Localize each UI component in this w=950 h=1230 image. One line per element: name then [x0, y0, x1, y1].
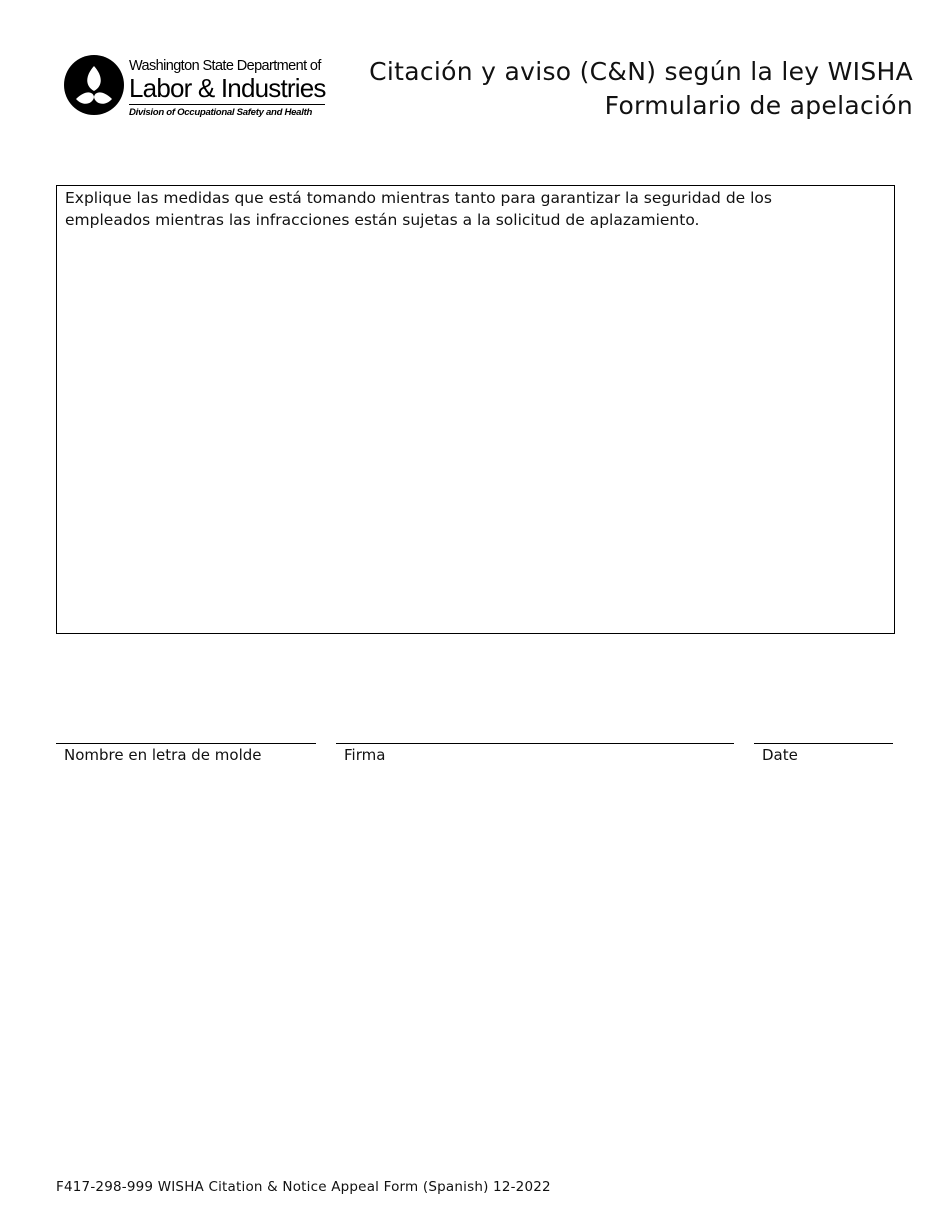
signature-label: Firma	[344, 746, 386, 764]
printed-name-label: Nombre en letra de molde	[64, 746, 262, 764]
prompt-line-2: empleados mientras las infracciones están sujetas a la solicitud de aplazamiento.	[65, 211, 700, 229]
form-title	[369, 55, 913, 123]
agency-logo	[63, 54, 328, 126]
form-footer-id: F417-298-999 WISHA Citation & Notice Appeal Form (Spanish) 12-2022	[56, 1179, 551, 1195]
logo-division-text: Division of Occupational Safety and Health	[129, 107, 313, 118]
logo-department-text: Washington State Department of	[129, 58, 321, 74]
date-label: Date	[762, 746, 798, 764]
logo-wordmark	[129, 58, 327, 119]
form-title-line-1: Citación y aviso (C&N) según la ley WISHA	[369, 57, 913, 86]
prompt-line-1: Explique las medidas que está tomando mientras tanto para garantizar la seguridad de los	[65, 189, 772, 207]
logo-divider	[129, 104, 325, 105]
form-title-line-2: Formulario de apelación	[604, 91, 913, 120]
printed-name-field[interactable]	[56, 743, 316, 744]
lni-trefoil-logo-icon	[63, 54, 125, 116]
interim-measures-textarea[interactable]	[56, 185, 895, 634]
logo-agency-name: Labor & Industries	[129, 73, 326, 103]
signature-field[interactable]	[336, 743, 734, 744]
interim-measures-prompt	[65, 187, 865, 231]
date-field[interactable]	[754, 743, 893, 744]
